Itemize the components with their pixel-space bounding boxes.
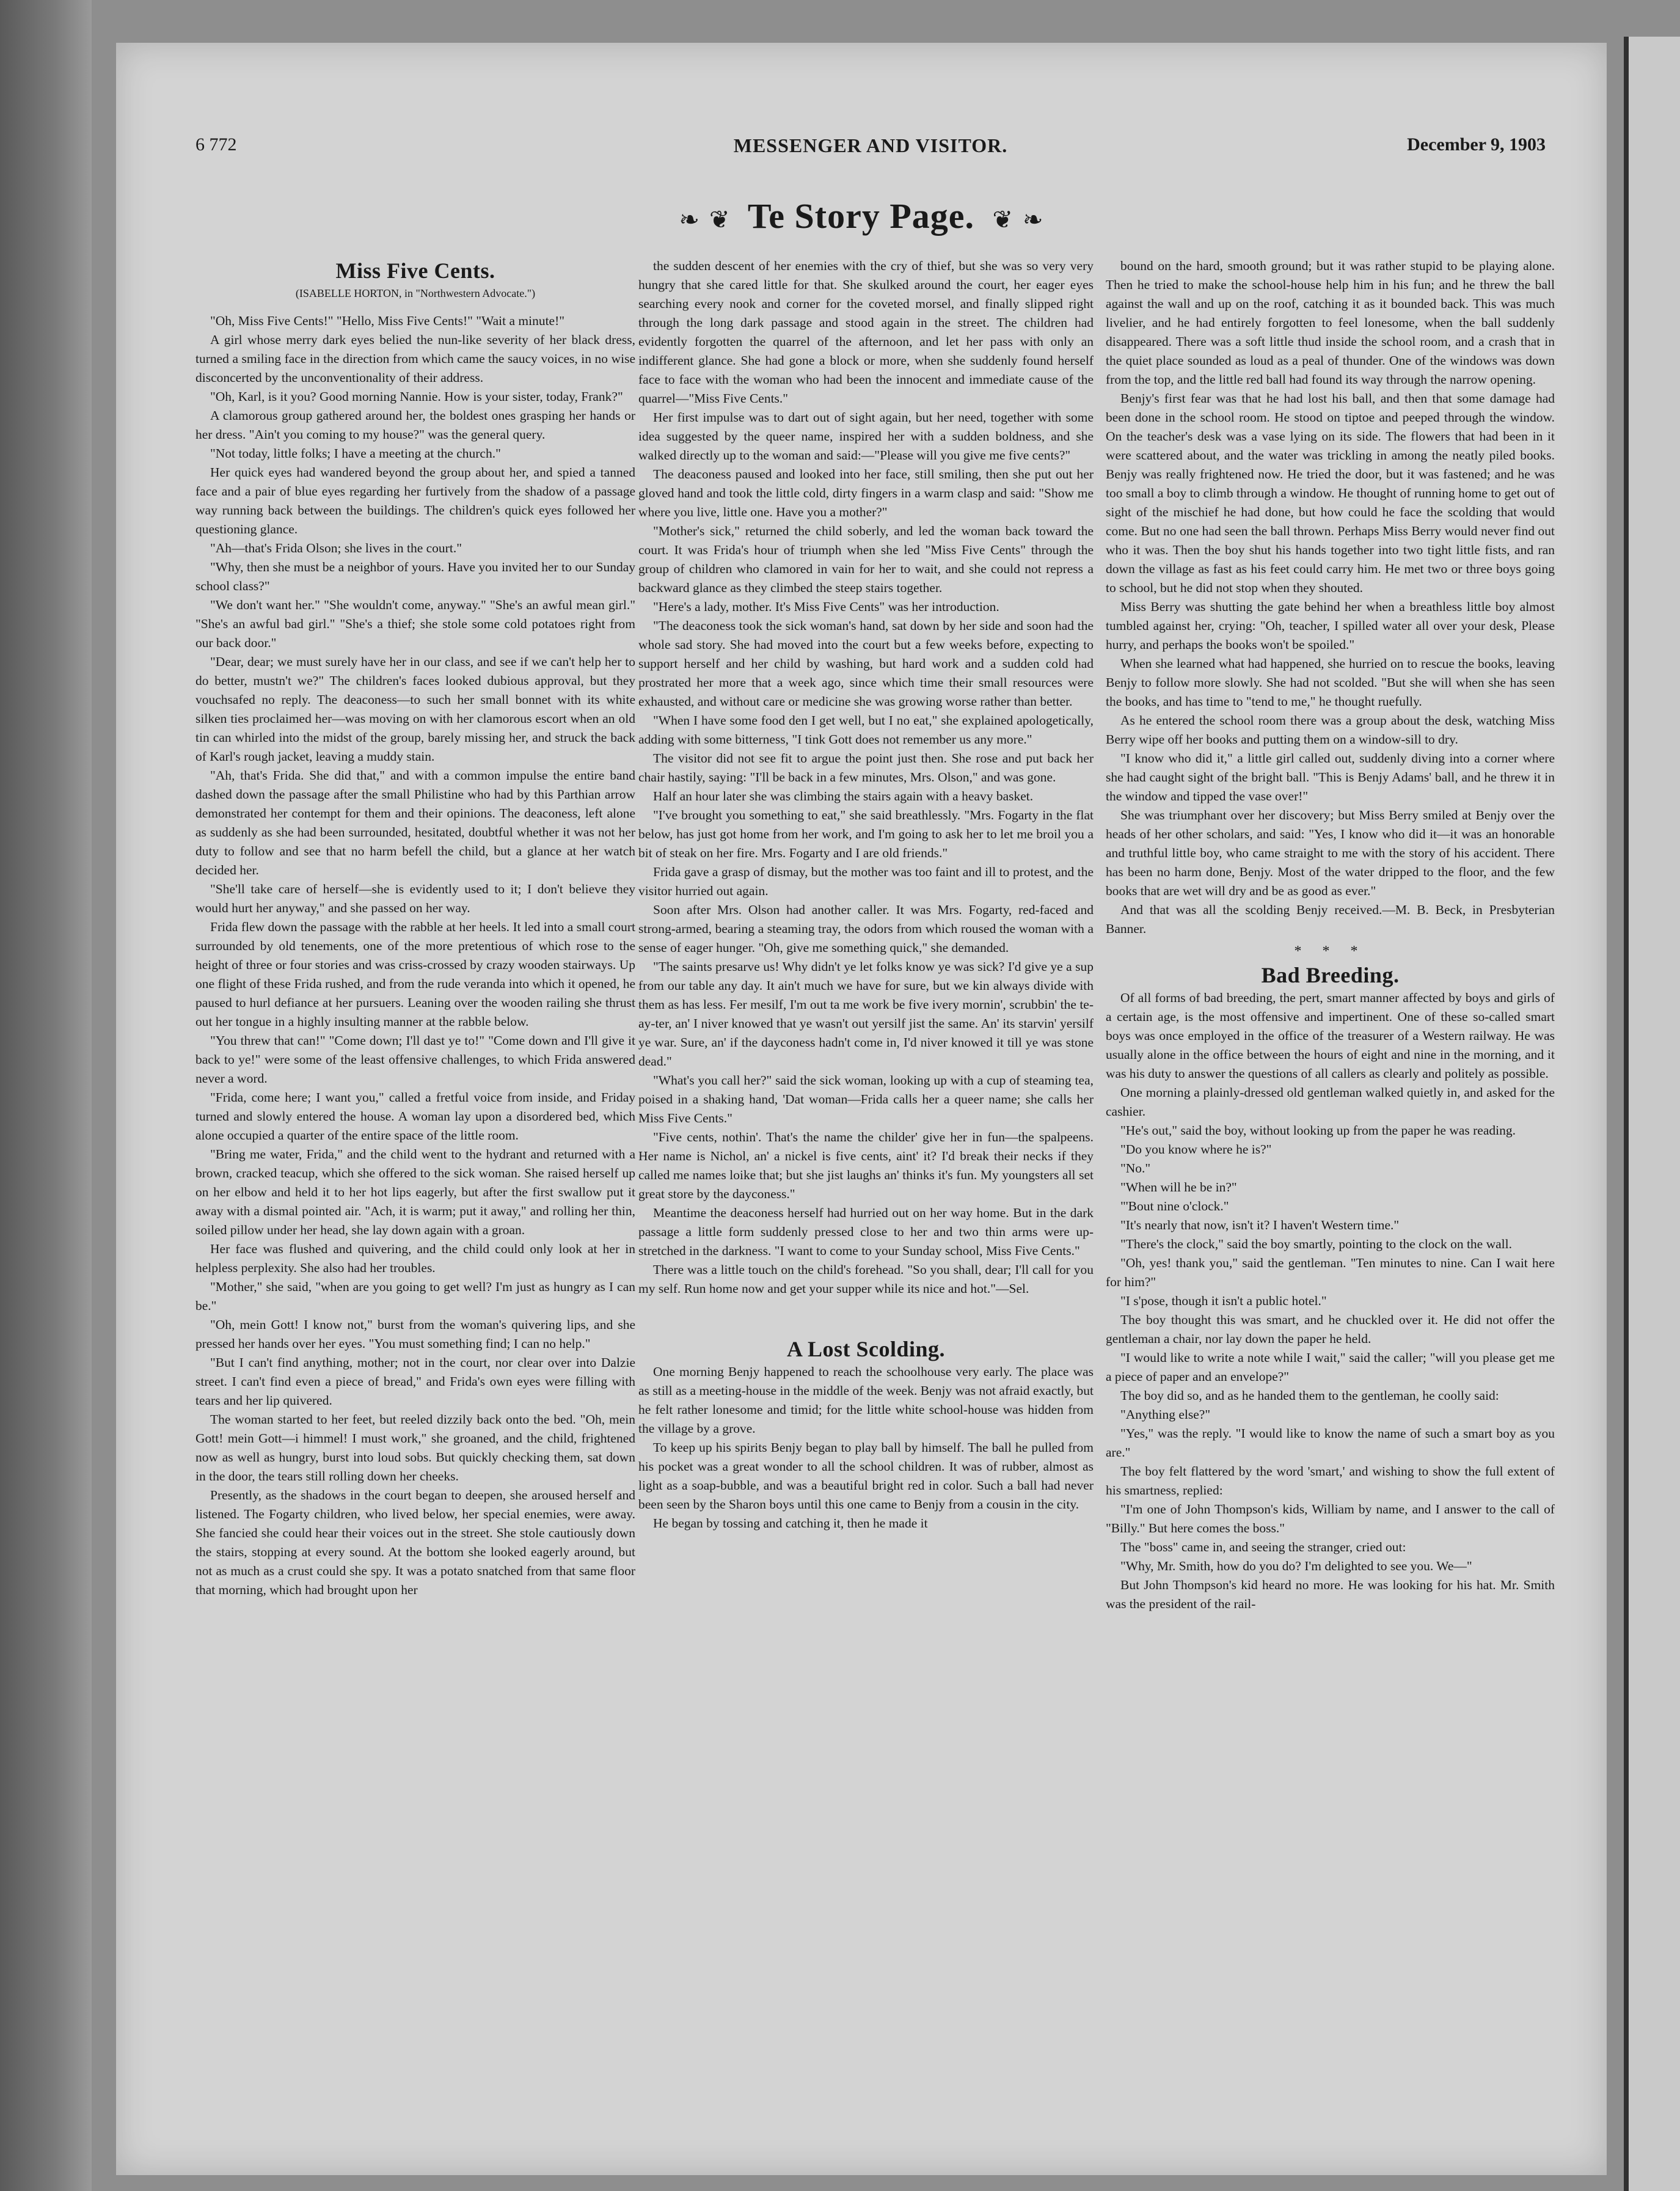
paragraph: "Dear, dear; we must surely have her in our class, and see if we can't help her to do better, mustn't we?" The children's faces looked dubious approval, but they vouchsafed no reply. The deaconess—to such her small bonnet with its white silken ties proclaimed her—was moving on with her clamorous escort when an old tin can whirled into the midst of the group, barely missing her, and struck the back of Karl's rough jacket, leaving a muddy stain. bbox=[195, 654, 635, 764]
paragraph: "We don't want her." "She wouldn't come, anyway." "She's an awful mean girl." "She's an awful bad girl." "She's a thief; she stole some cold potatoes right from our back door." bbox=[195, 598, 635, 650]
paragraph: "No." bbox=[1120, 1161, 1151, 1176]
fleuron-icon: ❦ ❧ bbox=[992, 206, 1044, 234]
paragraph: "Here's a lady, mother. It's Miss Five Cents" was her introduction. bbox=[653, 599, 999, 614]
paragraph: Meantime the deaconess herself had hurried out on her way home. But in the dark passage a little form suddenly pressed close to her and two thin arms were up-stretched in the darkness. "I want to come to your Sunday school, Miss Five Cents." bbox=[638, 1205, 1094, 1258]
paragraph: The deaconess paused and looked into her face, still smiling, then she put out her gloved hand and took the little cold, dirty fingers in a warm clasp and said: "Show me where you live, little one. Have you a mother?" bbox=[638, 467, 1094, 519]
paragraph: "I would like to write a note while I wait," said the caller; "will you please get me a piece of paper and an envelope?" bbox=[1106, 1350, 1555, 1384]
paragraph: "Do you know where he is?" bbox=[1120, 1142, 1272, 1157]
issue-date: December 9, 1903 bbox=[1407, 134, 1546, 155]
paragraph: "But I can't find anything, mother; not in the court, nor clear over into Dalzie street. I can't find even a piece of bread," and Frida's own eyes were filling with tears and her lip quivered. bbox=[195, 1355, 635, 1408]
paragraph: Her first impulse was to dart out of sight again, but her need, together with some idea suggested by the queer name, inspired her with a sudden boldness, and she walked directly up to the woman and said:—"Please will you give me five cents?" bbox=[638, 410, 1094, 463]
paragraph: The boy thought this was smart, and he chuckled over it. He did not offer the gentleman a chair, nor lay down the paper he held. bbox=[1106, 1312, 1555, 1346]
paragraph: "The saints presarve us! Why didn't ye let folks know ye was sick? I'd give ye a sup from our table any day. It ain't much we have for sure, but we kin always divide with them as has less. Fer mesilf, I'm out ta me work be five ivery mornin', scrubbin' the te-ay-ter, an' I niver knowed that ye wasn't out yersilf jist the same. An' its starvin' yersilf ye war. Sure, an' if the dayconess hadn't come in, I'd niver knowed it till ye was stone dead." bbox=[638, 959, 1094, 1069]
masthead bbox=[195, 134, 1546, 171]
paragraph: "Yes," was the reply. "I would like to know the name of such a smart boy as you are." bbox=[1106, 1426, 1555, 1460]
story-body bbox=[195, 312, 635, 1600]
section-divider: * * * bbox=[1294, 943, 1367, 959]
paragraph: "It's nearly that now, isn't it? I haven't Western time." bbox=[1120, 1218, 1400, 1232]
paragraph: Half an hour later she was climbing the stairs again with a heavy basket. bbox=[653, 789, 1034, 803]
paragraph: Benjy's first fear was that he had lost his ball, and then that some damage had been done in the school room. He stood on tiptoe and peeped through the window. On the teacher's desk was a vase lying on its side. The flowers that had been in it were scattered about, and the water was trickling in among the neatly piled books. Benjy was really frightened now. He tried the door, but it was fastened; and he was too small a boy to climb through a window. He thought of running home to get out of sight of the mischief he had done, but how could he face the scolding that would come. But no one had seen the ball thrown. Perhaps Miss Berry would never find out who it was. Then the boy shut his hands together into two tight little fists, and ran down the village as fast as his feet could carry him. He met two or three boys going to school, but he did not stop when they shouted. bbox=[1106, 391, 1555, 595]
paragraph: "Ah—that's Frida Olson; she lives in the court." bbox=[210, 541, 462, 555]
paragraph: "Ah, that's Frida. She did that," and with a common impulse the entire band dashed down the passage after the small Philistine who had by this Parthian arrow demonstrated her contempt for them and their opinions. The deaconess, left alone as suddenly as she had been surrounded, hesitated, doubtful whether it was not her duty to follow and see that no harm befell the child, but a glance at her watch decided her. bbox=[195, 768, 635, 877]
paragraph: "Mother's sick," returned the child soberly, and led the woman back toward the court. It was Frida's hour of triumph when she led "Miss Five Cents" through the group of children who clamored in vain for her to wait, and she could not repress a backward glance as they climbed the steep stairs together. bbox=[638, 524, 1094, 595]
column-3 bbox=[1106, 257, 1555, 2157]
paragraph: "Oh, Miss Five Cents!" "Hello, Miss Five Cents!" "Wait a minute!" bbox=[210, 313, 565, 328]
page-number: 6 772 bbox=[195, 134, 237, 155]
paragraph: "What's you call her?" said the sick woman, looking up with a cup of steaming tea, poised in a shaking hand, 'Dat woman—Frida calls her a queer name; she calls her Miss Five Cents." bbox=[638, 1073, 1094, 1125]
paragraph: To keep up his spirits Benjy began to play ball by himself. The ball he pulled from his pocket was a great wonder to all the school children. It was of rubber, almost as light as a soap-bubble, and was a beautiful bright red in color. Such a ball had never been seen by the Sharon boys until this one came to Benjy from a cousin in the city. bbox=[638, 1440, 1094, 1512]
paragraph: Of all forms of bad breeding, the pert, smart manner affected by boys and girls of a certain age, is the most offensive and impertinent. One of these so-called smart boys was once employed in the office of the treasurer of a Western railway. He was usually alone in the office between the hours of eight and nine in the morning, and it was his duty to answer the questions of all callers as clearly and politely as possible. bbox=[1106, 990, 1555, 1081]
paragraph: "Mother," she said, "when are you going to get well? I'm just as hungry as I can be." bbox=[195, 1279, 635, 1313]
story-continuation bbox=[1106, 257, 1555, 938]
paragraph: "I know who did it," a little girl called out, suddenly diving into a corner where she had caught sight of the bright ball. "This is Benjy Adams' ball, and he threw it in the window and tipped the vase over!" bbox=[1106, 751, 1555, 803]
paragraph: "Not today, little folks; I have a meeting at the church." bbox=[210, 446, 501, 461]
newspaper-page bbox=[116, 43, 1607, 2175]
paragraph: "Bring me water, Frida," and the child went to the hydrant and returned with a brown, cracked teacup, which she offered to the sick woman. She raised herself up on her elbow and held it to her hot lips eagerly, but after the first swallow put it away with a dismal pointed air. "Ach, it is warm; put it away," and rolling her thin, soiled pillow under her head, she lay down again with a groan. bbox=[195, 1147, 635, 1237]
paragraph: the sudden descent of her enemies with the cry of thief, but she was so very very hungry that she cared little for that. She skulked around the court, her eager eyes searching every nook and corner for the coveted morsel, and finally slipped right through the long dark passage and stood again in the street. The children had evidently forgotten the quarrel of the afternoon, and let her pass with only an indifferent glance. She had gone a block or more, when she suddenly found herself face to face with the woman who had been the innocent and immediate cause of the quarrel—"Miss Five Cents." bbox=[638, 258, 1094, 406]
section-title bbox=[116, 196, 1607, 236]
column-2 bbox=[638, 257, 1094, 2157]
paragraph: The boy did so, and as he handed them to the gentleman, he coolly said: bbox=[1120, 1388, 1499, 1403]
story-title: Miss Five Cents. bbox=[335, 258, 495, 283]
paragraph: A girl whose merry dark eyes belied the nun-like severity of her black dress, turned a smiling face in the direction from which came the saucy voices, in no wise disconcerted by the unconventionality of their address. bbox=[195, 332, 635, 385]
paragraph: "The deaconess took the sick woman's hand, sat down by her side and soon had the whole sad story. She had moved into the court but a few weeks before, expecting to support herself and her child by washing, but hard work and a sudden cold had prostrated her more that a week ago, since which time their small resources were exhausted, and without care or medicine she was growing worse rather than better. bbox=[638, 618, 1094, 709]
paragraph: "Why, Mr. Smith, how do you do? I'm delighted to see you. We—" bbox=[1120, 1559, 1472, 1573]
paragraph: "Frida, come here; I want you," called a fretful voice from inside, and Friday turned and slowly entered the house. A woman lay upon a disordered bed, which alone occupied a quarter of the entire space of the little room. bbox=[195, 1090, 635, 1143]
paragraph: "Oh, mein Gott! I know not," burst from the woman's quivering lips, and she pressed her hands over her eyes. "You must something find; I can no help." bbox=[195, 1317, 635, 1351]
paragraph: A clamorous group gathered around her, the boldest ones grasping her hands or her dress. "Ain't you coming to my house?" was the general query. bbox=[195, 408, 635, 442]
section-title-text: Te Story Page. bbox=[747, 196, 975, 236]
paragraph: "She'll take care of herself—she is evidently used to it; I don't believe they would hurt her anyway," and she passed on her way. bbox=[195, 882, 635, 915]
paragraph: "There's the clock," said the boy smartly, pointing to the clock on the wall. bbox=[1120, 1237, 1512, 1251]
paragraph: "Oh, Karl, is it you? Good morning Nannie. How is your sister, today, Frank?" bbox=[210, 389, 623, 404]
paragraph: "I'm one of John Thompson's kids, William by name, and I answer to the call of "Billy." But here comes the boss." bbox=[1106, 1502, 1555, 1535]
paragraph: "'Bout nine o'clock." bbox=[1120, 1199, 1229, 1213]
paragraph: But John Thompson's kid heard no more. He was looking for his hat. Mr. Smith was the president of the rail- bbox=[1106, 1578, 1555, 1611]
scan-binding-shadow bbox=[0, 0, 92, 2191]
paragraph: "Oh, yes! thank you," said the gentleman. "Ten minutes to nine. Can I wait here for him?" bbox=[1106, 1256, 1555, 1289]
paragraph: Her quick eyes had wandered beyond the group about her, and spied a tanned face and a pair of blue eyes regarding her furtively from the shadow of a passage way running back between the buildings. The children's quick eyes followed her questioning glance. bbox=[195, 465, 635, 536]
paragraph: One morning a plainly-dressed old gentleman walked quietly in, and asked for the cashier. bbox=[1106, 1085, 1555, 1119]
paragraph: "Anything else?" bbox=[1120, 1407, 1211, 1422]
paragraph: Frida gave a grasp of dismay, but the mother was too faint and ill to protest, and the visitor hurried out again. bbox=[638, 865, 1094, 898]
fleuron-icon: ❧ ❦ bbox=[679, 206, 731, 234]
paragraph: "When I have some food den I get well, but I no eat," she explained apologetically, adding with some bitterness, "I tink Gott does not remember us any more." bbox=[638, 713, 1094, 747]
journal-name: MESSENGER AND VISITOR. bbox=[733, 134, 1008, 156]
paragraph: The visitor did not see fit to argue the point just then. She rose and put back her chair hastily, saying: "I'll be back in a few minutes, Mrs. Olson," and was gone. bbox=[638, 751, 1094, 785]
paragraph: The woman started to her feet, but reeled dizzily back onto the bed. "Oh, mein Gott! mein Gott—i himmel! I must work," she groaned, and the child, frightened now as well as hungry, burst into loud sobs. But quickly checking them, sat down in the door, the tears still rolling down her cheeks. bbox=[195, 1412, 635, 1483]
paragraph: Her face was flushed and quivering, and the child could only look at her in helpless perplexity. She also had her troubles. bbox=[195, 1242, 635, 1275]
story-title: A Lost Scolding. bbox=[786, 1337, 946, 1361]
paragraph: "I s'pose, though it isn't a public hotel." bbox=[1120, 1293, 1327, 1308]
paragraph: The "boss" came in, and seeing the stranger, cried out: bbox=[1120, 1540, 1406, 1554]
paragraph: "I've brought you something to eat," she said breathlessly. "Mrs. Fogarty in the flat below, has just got home from her work, and I'm going to ask her to let me broil you a bit of steak on her fire. Mrs. Fogarty and I are old friends." bbox=[638, 808, 1094, 860]
paragraph: "You threw that can!" "Come down; I'll dast ye to!" "Come down and I'll give it back to ye!" were some of the least offensive challenges, to which Frida answered never a word. bbox=[195, 1033, 635, 1086]
paragraph: The boy felt flattered by the word 'smart,' and wishing to show the full extent of his smartness, replied: bbox=[1106, 1464, 1555, 1498]
paragraph: Miss Berry was shutting the gate behind her when a breathless little boy almost tumbled against her, crying: "Oh, teacher, I spilled water all over your desk, Please hurry, and perhaps the books won't be spoiled." bbox=[1106, 599, 1555, 652]
column-1 bbox=[195, 257, 635, 2157]
paragraph: bound on the hard, smooth ground; but it was rather stupid to be playing alone. Then he tried to make the school-house help him in his fun; and he threw the ball against the wall and up on the roof, catching it as it bounded back. This was much livelier, and he had entirely forgotten to feel lonesome, when the ball suddenly disappeared. There was a soft little thud inside the school room, and a crash that in the quiet place sounded as loud as a peal of thunder. One of the windows was down from the top, and the little red ball had found its way through the narrow opening. bbox=[1106, 258, 1555, 387]
paragraph: He began by tossing and catching it, then he made it bbox=[653, 1516, 928, 1531]
paragraph: "He's out," said the boy, without looking up from the paper he was reading. bbox=[1120, 1123, 1516, 1138]
story-body bbox=[638, 1363, 1094, 1533]
paragraph: There was a little touch on the child's forehead. "So you shall, dear; I'll call for you my self. Run home now and get your supper while its nice and hot."—Sel. bbox=[638, 1262, 1094, 1296]
paragraph: "Why, then she must be a neighbor of yours. Have you invited her to our Sunday school class?" bbox=[195, 560, 635, 593]
paragraph: "Five cents, nothin'. That's the name the childer' give her in fun—the spalpeens. Her name is Nichol, an' a nickel is five cents, aint' it? I'd break their necks if they called me names loike that; but she jist laughs an' thinks it's fun. My youngsters all set great store by the dayconess." bbox=[638, 1130, 1094, 1201]
paragraph: As he entered the school room there was a group about the desk, watching Miss Berry wipe off her books and putting them on a window-sill to dry. bbox=[1106, 713, 1555, 747]
paragraph: One morning Benjy happened to reach the schoolhouse very early. The place was as still as a meeting-house in the middle of the week. Benjy was not afraid exactly, but he felt rather lonesome and timid; for the little white school-house was hidden from the village by a grove. bbox=[638, 1364, 1094, 1436]
story-byline: (ISABELLE HORTON, in "Northwestern Advocate.") bbox=[295, 287, 536, 299]
story-body bbox=[1106, 989, 1555, 1614]
story-title: Bad Breeding. bbox=[1261, 963, 1400, 987]
paragraph: When she learned what had happened, she hurried on to rescue the books, leaving Benjy to follow more slowly. She had not scolded. "But she will when she has seen the books, and has time to "tend to me," he thought ruefully. bbox=[1106, 656, 1555, 709]
paragraph: Frida flew down the passage with the rabble at her heels. It led into a small court surrounded by old tenements, one of the more pretentious of which rose to the height of three or four stories and was criss-crossed by crazy wooden stairways. Up one flight of these Frida rushed, and from the rude veranda into which it opened, he paused to hurl defiance at her pursuers. Leaning over the wooden railing she thrust out her tongue in a highly insulting manner at the rabble below. bbox=[195, 920, 635, 1029]
story-continuation bbox=[638, 257, 1094, 1298]
adjacent-page-edge bbox=[1624, 37, 1680, 2191]
paragraph: And that was all the scolding Benjy received.—M. B. Beck, in Presbyterian Banner. bbox=[1106, 902, 1555, 936]
paragraph: Soon after Mrs. Olson had another caller. It was Mrs. Fogarty, red-faced and strong-armed, bearing a steaming tray, the odors from which roused the woman with a sense of eager hunger. "Oh, give me something quick," she demanded. bbox=[638, 902, 1094, 955]
paragraph: Presently, as the shadows in the court began to deepen, she aroused herself and listened. The Fogarty children, who lived below, her special enemies, were away. She fancied she could hear their voices out in the street. She stole cautiously down the stairs, stopping at every sound. At the bottom she looked eagerly around, but not as much as a crust could she spy. It was a potato snatched from that same floor that morning, which had brought upon her bbox=[195, 1488, 635, 1597]
paragraph: "When will he be in?" bbox=[1120, 1180, 1237, 1194]
paragraph: She was triumphant over her discovery; but Miss Berry smiled at Benjy over the heads of her other scholars, and said: "Yes, I know who did it—it was an honorable and truthful little boy, who came straight to me with the story of his accident. There has been no harm done, Benjy. Most of the water dripped to the floor, and the few books that are wet will dry and be as good as ever." bbox=[1106, 808, 1555, 898]
